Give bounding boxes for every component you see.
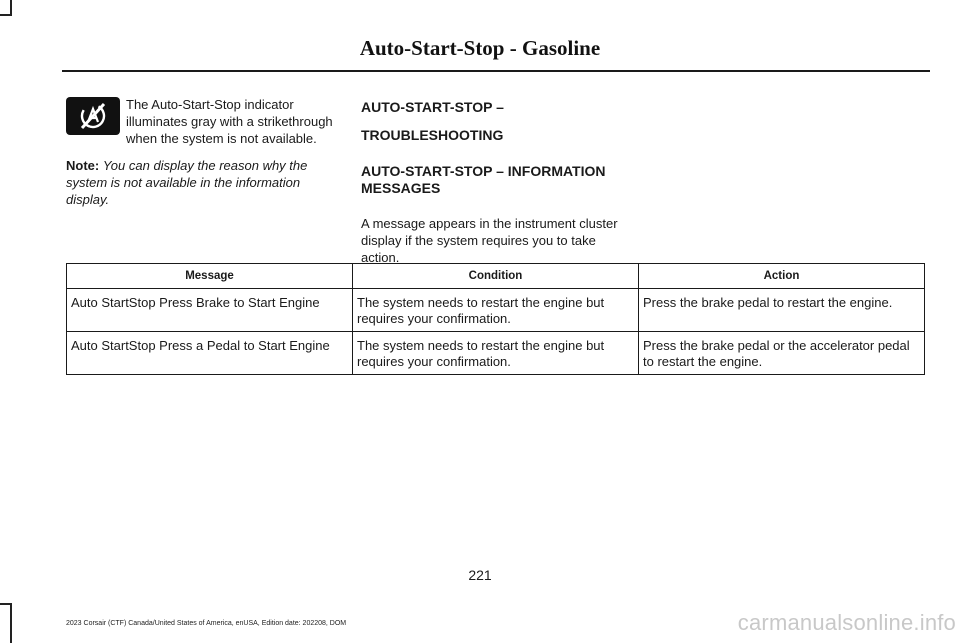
crop-mark	[10, 0, 12, 14]
intro-paragraph: A message appears in the instrument cluster display if the system requires you to take action.	[361, 216, 618, 265]
table-row	[67, 332, 925, 375]
table-header-row	[67, 264, 925, 289]
page-number: 221	[468, 567, 492, 583]
message-cell: Auto StartStop Press a Pedal to Start Engine	[67, 332, 353, 375]
section-heading-line2: TROUBLESHOOTING	[361, 127, 504, 143]
right-column	[361, 99, 636, 266]
column-header-condition: Condition	[353, 264, 639, 289]
left-column	[66, 96, 336, 208]
watermark: carmanualsonline.info	[737, 610, 956, 635]
table-row	[67, 289, 925, 332]
crop-mark	[10, 603, 12, 643]
subsection-heading: AUTO-START-STOP – INFORMATION MESSAGES	[361, 163, 606, 196]
indicator-description: The Auto-Start-Stop indicator illuminates gray with a strikethrough when the system is not available.	[126, 97, 333, 146]
section-heading-line1: AUTO-START-STOP –	[361, 99, 504, 115]
header-rule	[62, 70, 930, 72]
auto-start-stop-unavailable-icon	[66, 97, 120, 135]
crop-mark	[0, 603, 12, 605]
note-label: Note:	[66, 158, 100, 173]
column-header-message: Message	[67, 264, 353, 289]
condition-cell: The system needs to restart the engine but requires your confirmation.	[353, 332, 639, 375]
edition-footer: 2023 Corsair (CTF) Canada/United States of America, enUSA, Edition date: 202208, DOM	[66, 620, 347, 627]
condition-cell: The system needs to restart the engine but requires your confirmation.	[353, 289, 639, 332]
crop-mark	[0, 14, 12, 16]
column-header-action: Action	[639, 264, 925, 289]
action-cell: Press the brake pedal to restart the engine.	[639, 289, 925, 332]
action-cell: Press the brake pedal or the accelerator pedal to restart the engine.	[639, 332, 925, 375]
information-messages-table	[66, 263, 925, 375]
note-text: You can display the reason why the system is not available in the information display.	[66, 158, 308, 207]
note	[66, 157, 336, 208]
page-header-title: Auto-Start-Stop - Gasoline	[359, 36, 601, 60]
message-cell: Auto StartStop Press Brake to Start Engine	[67, 289, 353, 332]
